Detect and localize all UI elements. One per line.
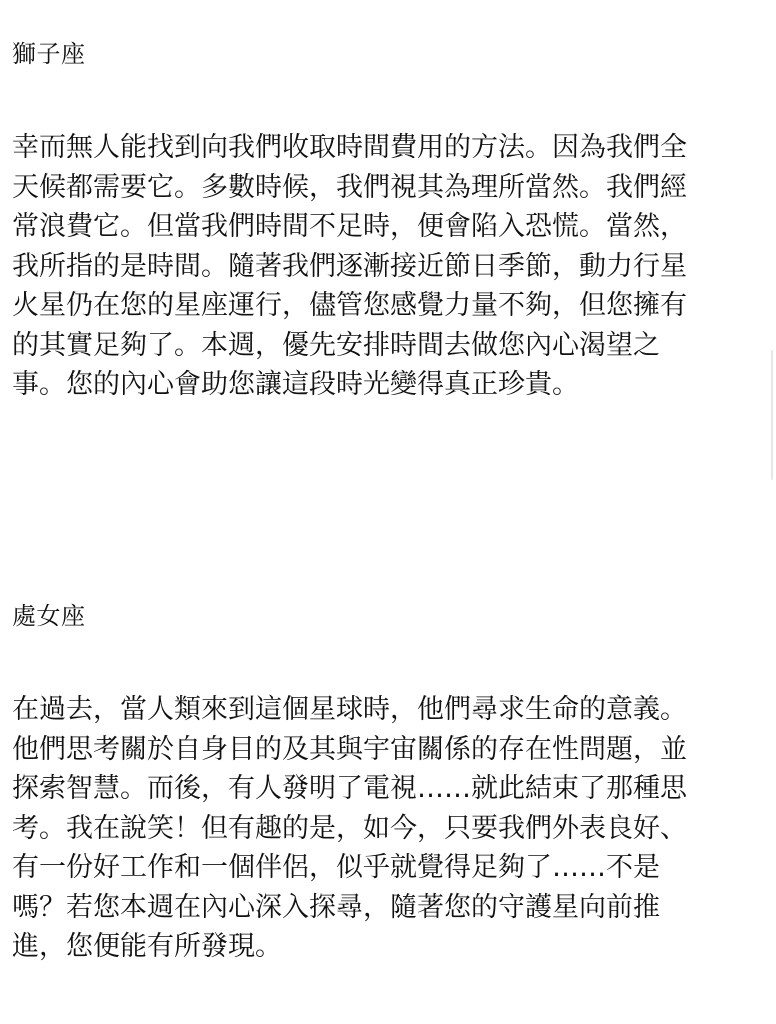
leo-paragraph [12, 128, 772, 405]
virgo-line-5: 有一份好工作和一個伴侶，似乎就覺得足夠了……不是 [12, 852, 660, 883]
leo-line-3: 常浪費它。但當我們時間不足時，便會陷入恐慌。當然， [12, 211, 687, 242]
leo-line-2: 天候都需要它。多數時候，我們視其為理所當然。我們經 [12, 171, 687, 203]
leo-line-5: 火星仍在您的星座運行，儘管您感覺力量不夠，但您擁有 [12, 290, 687, 321]
leo-line-4: 我所指的是時間。隨著我們逐漸接近節日季節，動力行星 [12, 250, 687, 282]
scrollbar[interactable] [771, 350, 773, 480]
virgo-line-6: 嗎？若您本週在內心深入探尋，隨著您的守護星向前推 [12, 891, 660, 923]
leo-section [12, 38, 772, 405]
leo-line-7: 事。您的內心會助您讓這段時光變得真正珍貴。 [12, 369, 579, 400]
virgo-line-2: 他們思考關於自身目的及其與宇宙關係的存在性問題，並 [12, 733, 687, 765]
virgo-line-1: 在過去，當人類來到這個星球時，他們尋求生命的意義。 [12, 694, 687, 725]
virgo-line-3: 探索智慧。而後，有人發明了電視……就此結束了那種思 [12, 773, 687, 804]
leo-heading: 獅子座 [12, 40, 86, 68]
virgo-paragraph [12, 690, 772, 967]
leo-line-6: 的其實足夠了。本週，優先安排時間去做您內心渴望之 [12, 329, 660, 361]
leo-line-1: 幸而無人能找到向我們收取時間費用的方法。因為我們全 [12, 132, 687, 163]
virgo-section [12, 600, 772, 967]
virgo-line-4: 考。我在說笑！但有趣的是，如今，只要我們外表良好、 [12, 812, 687, 844]
virgo-heading: 處女座 [12, 602, 86, 630]
virgo-line-7: 進，您便能有所發現。 [12, 931, 282, 962]
